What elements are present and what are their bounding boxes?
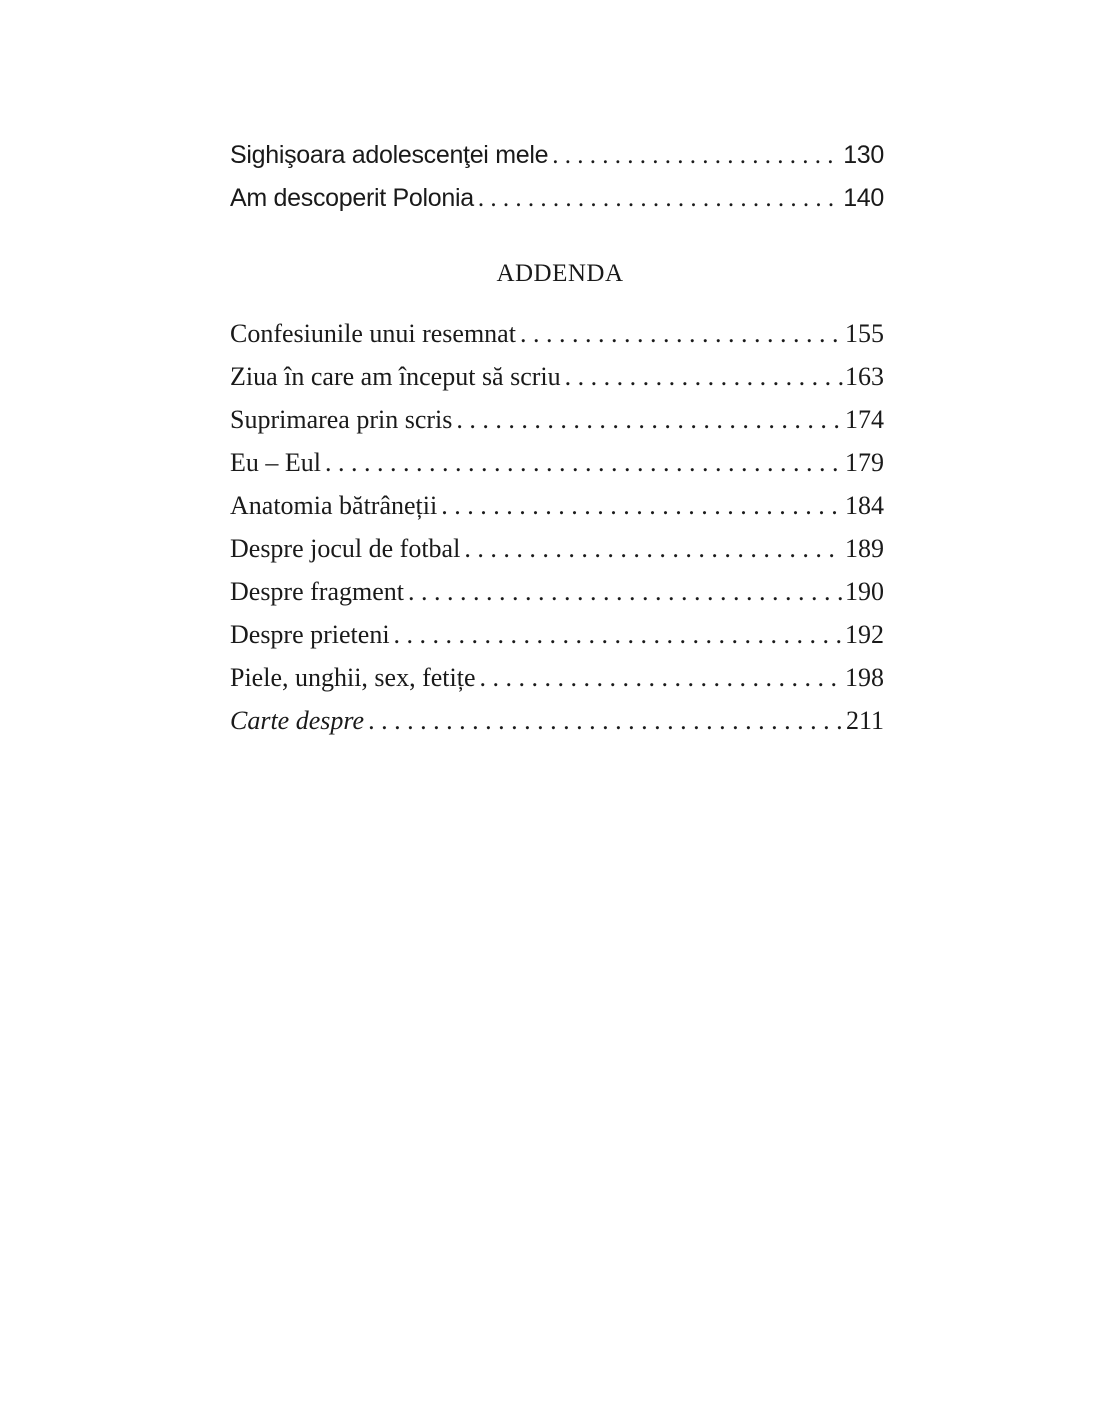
toc-entry-title: Sighişoara adolescenţei mele	[230, 141, 549, 169]
toc-entry-title: Suprimarea prin scris	[230, 405, 453, 434]
toc-entry-page: 163	[845, 362, 884, 391]
toc-list-main	[230, 134, 884, 220]
dot-leader	[368, 699, 844, 742]
toc-entry	[230, 613, 884, 656]
toc-entry-page: 140	[843, 184, 884, 212]
dot-leader	[464, 527, 843, 570]
toc-entry-title: Ziua în care am început să scriu	[230, 362, 561, 391]
toc-entry-page: 190	[845, 577, 884, 606]
toc-entry-title: Eu – Eul	[230, 448, 321, 477]
toc-entry-title: Anatomia bătrâneții	[230, 491, 438, 520]
dot-leader	[325, 441, 843, 484]
toc-entry	[230, 484, 884, 527]
toc-entry-page: 184	[845, 491, 884, 520]
toc-entry-title: Despre prieteni	[230, 620, 390, 649]
toc-entry	[230, 699, 884, 742]
toc-entry-page: 211	[845, 706, 884, 735]
toc-entry-title: Carte despre	[230, 706, 365, 735]
toc-entry-title: Piele, unghii, sex, fetițe	[230, 663, 476, 692]
toc-entry-title: Confesiunile unui resemnat	[230, 319, 516, 348]
toc-entry-page: 155	[845, 319, 884, 348]
dot-leader	[480, 656, 843, 699]
section-heading-addenda: ADDENDA	[496, 260, 624, 287]
toc-entry	[230, 134, 884, 177]
toc-entry	[230, 441, 884, 484]
toc-entry-title: Despre jocul de fotbal	[230, 534, 461, 563]
dot-leader	[565, 355, 843, 398]
toc-entry	[230, 177, 884, 220]
dot-leader	[478, 177, 841, 220]
toc-entry-page: 174	[845, 405, 884, 434]
dot-leader	[456, 398, 843, 441]
toc-entry	[230, 527, 884, 570]
dot-leader	[408, 570, 843, 613]
dot-leader	[520, 312, 843, 355]
toc-entry-page: 192	[845, 620, 884, 649]
dot-leader	[394, 613, 843, 656]
toc-entry-page: 198	[845, 663, 884, 692]
toc-entry	[230, 398, 884, 441]
dot-leader	[552, 134, 841, 177]
toc-entry-page: 189	[845, 534, 884, 563]
toc-entry-page: 179	[845, 448, 884, 477]
toc-entry-title: Am descoperit Polonia	[230, 184, 474, 212]
toc-list-addenda	[230, 312, 884, 742]
dot-leader	[441, 484, 843, 527]
toc-entry-page: 130	[843, 141, 884, 169]
toc-entry	[230, 355, 884, 398]
toc-entry-title: Despre fragment	[230, 577, 404, 606]
toc-entry	[230, 570, 884, 613]
toc-entry	[230, 656, 884, 699]
toc-entry	[230, 312, 884, 355]
